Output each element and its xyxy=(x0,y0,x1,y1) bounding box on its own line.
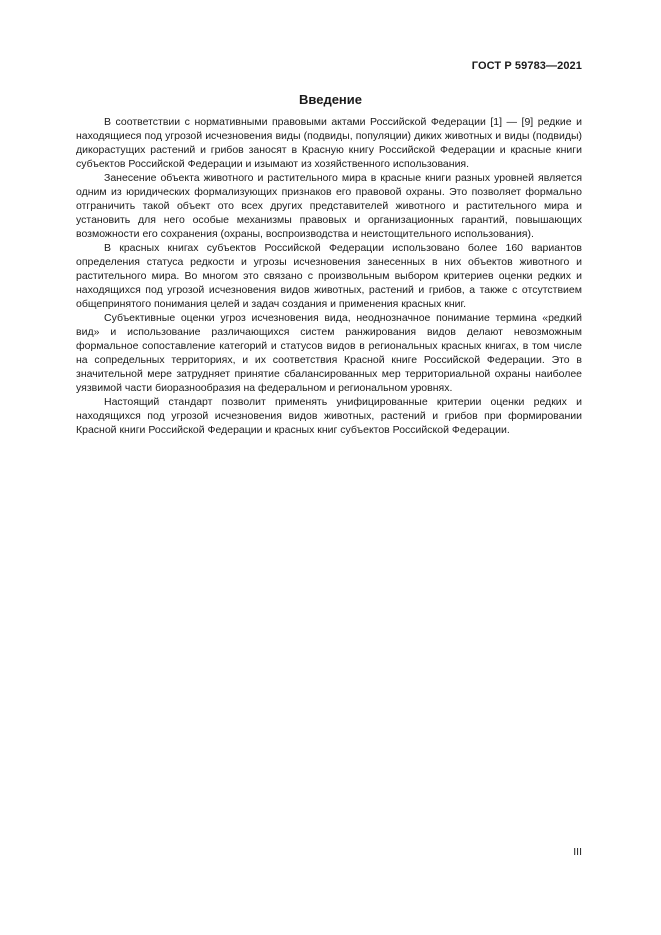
paragraph: В соответствии с нормативными правовыми актами Российской Федерации [1] — [9] редкие и находящиеся под угрозой исчезновения виды (подвиды, популяции) диких животных и виды (подвиды) дикорастущих растений и грибов заносят в Красную книгу Российской Федерации и красные книги субъектов Российской Федерации и изымают из хозяйственного использования. xyxy=(76,116,582,170)
page-number: III xyxy=(573,846,582,858)
section-title: Введение xyxy=(299,92,362,107)
paragraph: Занесение объекта животного и растительного мира в красные книги разных уровней является одним из юридических формализующих признаков его правовой охраны. Это позволяет формально отграничить такой объект ото всех других представителей животного и растительного мира и установить для него особые механизмы правовых и организационных гарантий, повышающих возможности его сохранения (охраны, воспроизводства и неистощительного использования). xyxy=(76,172,582,240)
introduction-body xyxy=(76,115,582,437)
paragraph: В красных книгах субъектов Российской Федерации использовано более 160 вариантов определения статуса редкости и угрозы исчезновения занесенных в них объектов животного и растительного мира. Во многом это связано с произвольным выбором критериев оценки редких и находящихся под угрозой исчезновения видов животных, растений и грибов, а также с отсутствием общепринятого понимания целей и задач создания и применения красных книг. xyxy=(76,242,582,310)
paragraph: Субъективные оценки угроз исчезновения вида, неоднозначное понимание термина «редкий вид» и использование различающихся систем ранжирования видов делают невозможным формальное сопоставление категорий и статусов видов в региональных красных книгах, в том числе на сопредельных территориях, и их соответствия Красной книге Российской Федерации. Это в значительной мере затрудняет принятие сбалансированных мер территориальной охраны наиболее уязвимой части биоразнообразия на федеральном и региональном уровнях. xyxy=(76,312,582,394)
document-code: ГОСТ Р 59783—2021 xyxy=(471,60,582,72)
paragraph: Настоящий стандарт позволит применять унифицированные критерии оценки редких и находящихся под угрозой исчезновения видов животных, растений и грибов при формировании Красной книги Российской Федерации и красных книг субъектов Российской Федерации. xyxy=(76,396,582,436)
